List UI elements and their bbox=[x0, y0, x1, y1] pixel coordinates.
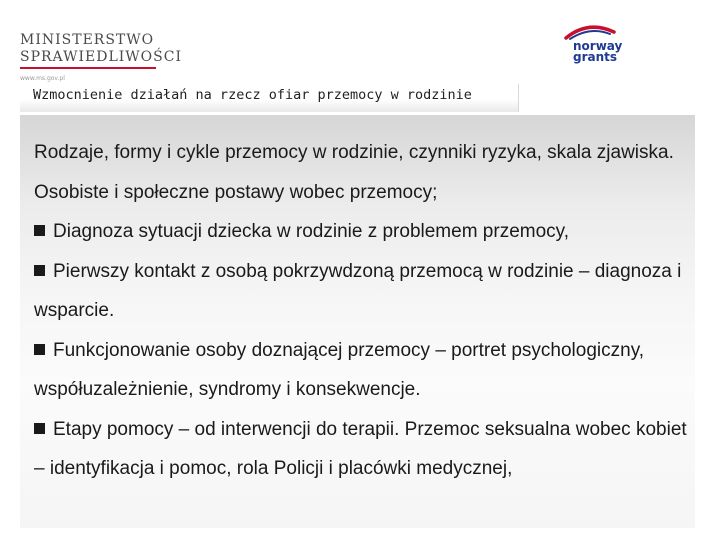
header bbox=[0, 0, 720, 115]
bullet-square-icon bbox=[34, 225, 45, 236]
logo-url: www.ms.gov.pl bbox=[20, 75, 65, 82]
logo-line1: MINISTERSTWO bbox=[20, 32, 155, 48]
bullet-text: Diagnoza sytuacji dziecka w rodzinie z problemem przemocy, bbox=[53, 221, 570, 242]
bullet-text: Etapy pomocy – od interwencji do terapii. Przemoc seksualna wobec kobiet – identyfikacja i pomoc, rola Policji i placówki medycznej, bbox=[34, 418, 687, 479]
norway-grants-logo bbox=[558, 22, 648, 78]
content-text bbox=[34, 133, 689, 489]
bullet-square-icon bbox=[34, 265, 45, 276]
ministry-logo bbox=[20, 32, 182, 82]
norway-line2: grants bbox=[573, 50, 618, 64]
norway-line1: norway bbox=[573, 39, 623, 53]
bullet-text: Pierwszy kontakt z osobą pokrzywdzoną przemocą w rodzinie – diagnoza i wsparcie. bbox=[34, 260, 682, 321]
bullet-square-icon bbox=[34, 423, 45, 434]
page-subtitle: Wzmocnienie działań na rzecz ofiar przemocy w rodzinie bbox=[33, 87, 472, 103]
bullet-square-icon bbox=[34, 344, 45, 355]
intro-paragraph: Rodzaje, formy i cykle przemocy w rodzinie, czynniki ryzyka, skala zjawiska. Osobiste i społeczne postawy wobec przemocy; bbox=[34, 142, 674, 203]
bullet-text: Funkcjonowanie osoby doznającej przemocy – portret psychologiczny, współuzależnienie, syndromy i konsekwencje. bbox=[34, 339, 645, 400]
bullet-item bbox=[34, 252, 689, 331]
bullet-item bbox=[34, 331, 689, 410]
bullet-item bbox=[34, 212, 689, 252]
bullet-item bbox=[34, 410, 689, 489]
logo-line2: SPRAWIEDLIWOŚCI bbox=[20, 49, 156, 69]
